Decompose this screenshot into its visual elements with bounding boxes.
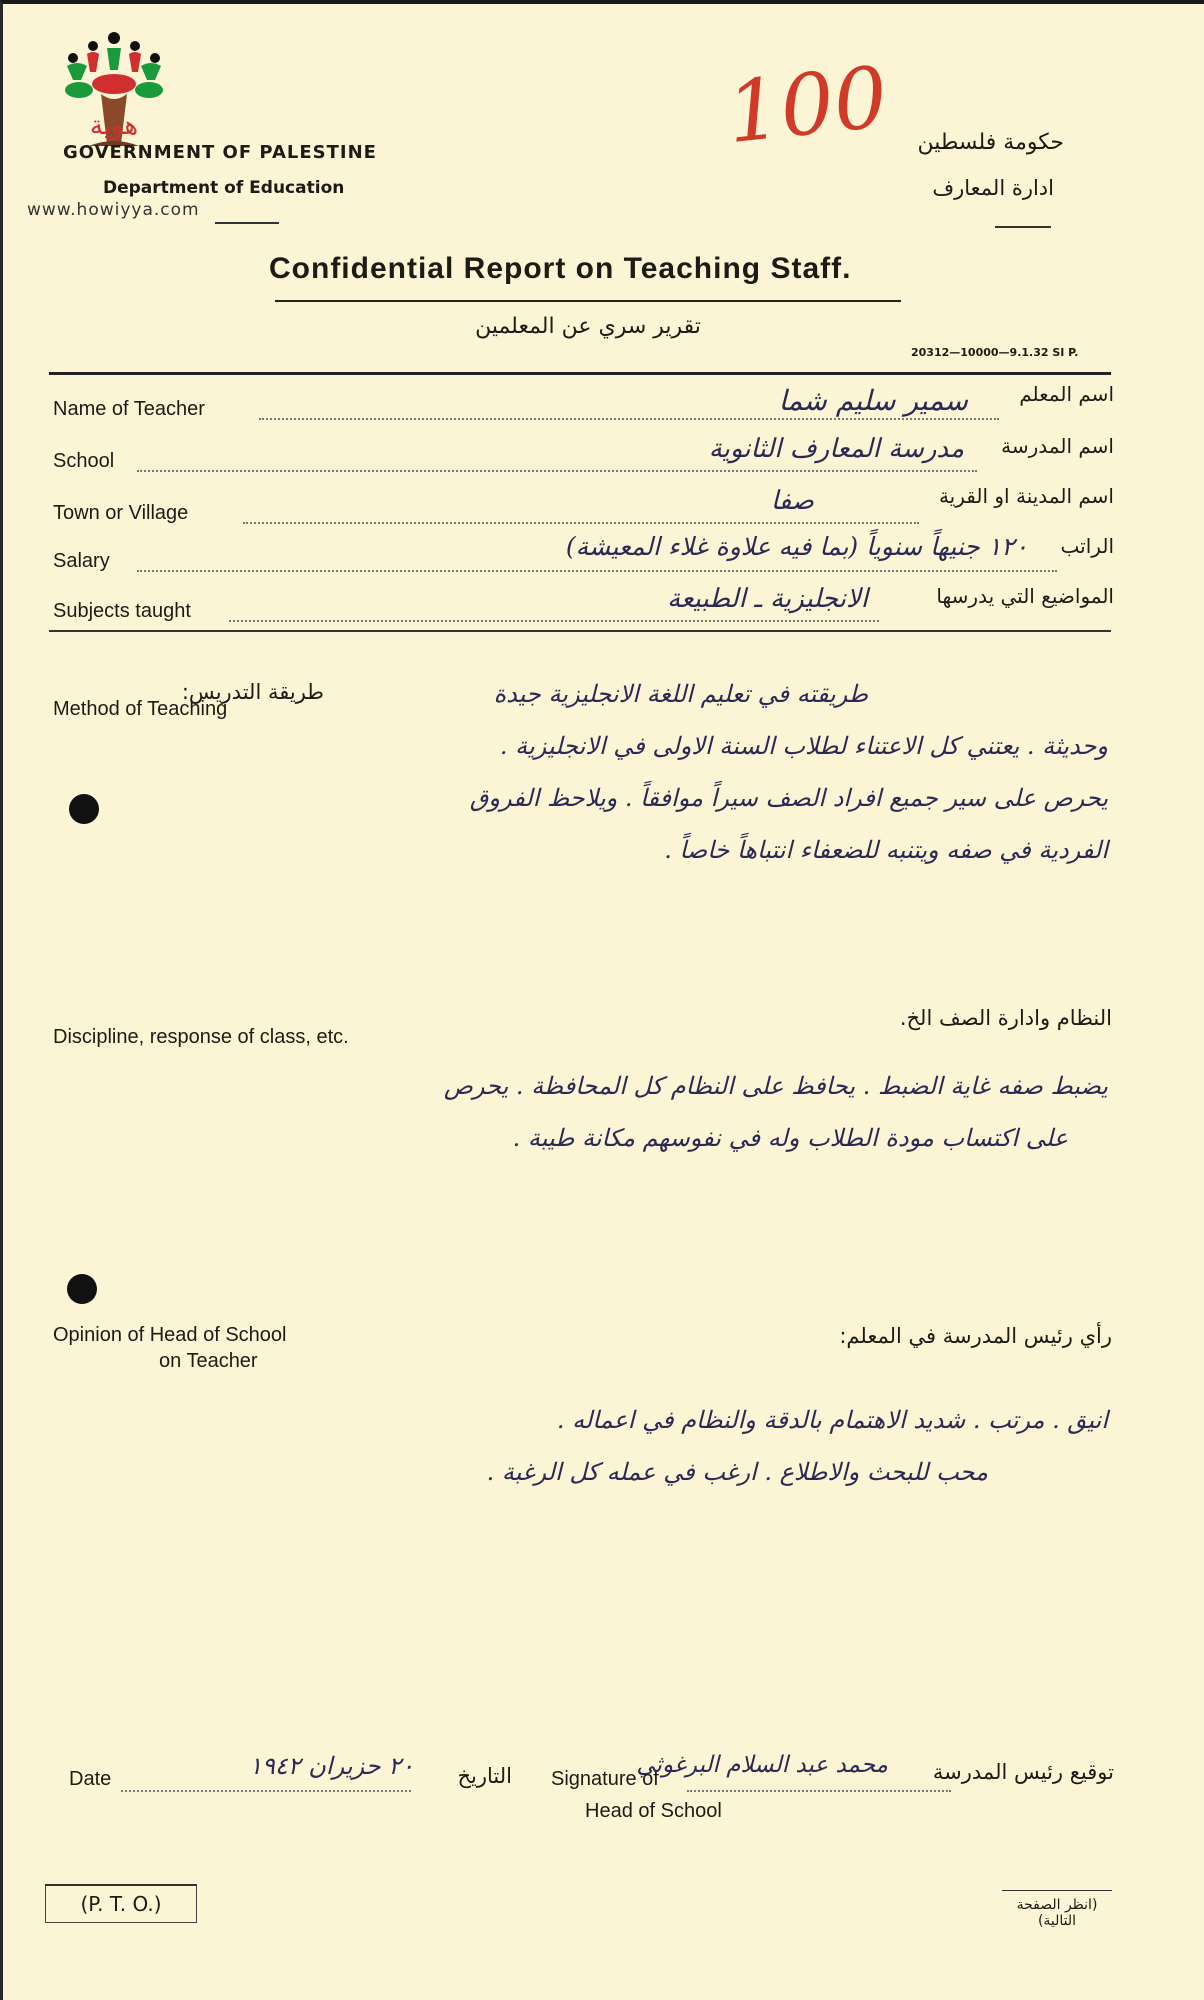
field-label-subjects: Subjects taught [53,600,191,622]
field-label-subjects-ar: المواضيع التي يدرسها [936,584,1114,608]
discipline-text [108,1060,1108,1164]
header-rule [49,372,1111,375]
field-label-town-ar: اسم المدينة او القرية [938,484,1114,508]
title-underline [275,300,901,302]
signature-label-line2: Head of School [585,1800,722,1822]
discipline-label: Discipline, response of class, etc. [53,1026,349,1048]
method-label: Method of Teaching [53,698,228,720]
method-line: وحديثة . يعتني كل الاعتناء لطلاب السنة الاولى في الانجليزية . [499,732,1108,760]
signature-label-ar: توقيع رئيس المدرسة [932,1760,1114,1784]
opinion-text [108,1394,1108,1498]
watermark-site-url: www.howiyya.com [27,200,200,220]
howiyya-logo-icon [49,30,179,160]
government-title-ar: حكومة فلسطين [917,130,1064,155]
method-line: طريقته في تعليم اللغة الانجليزية جيدة [493,680,868,708]
field-value-salary: ١٢٠ جنيهاً سنوياً (بما فيه علاوة غلاء المعيشة) [565,532,1028,561]
field-dots [137,570,1057,572]
see-next-page-ar: (انظر الصفحة التالية) [1002,1890,1112,1929]
field-value-town: صفا [770,486,814,516]
field-label-salary-ar: الراتب [1060,534,1114,558]
method-line: الفردية في صفه ويتنبه للضعفاء انتباهاً خاصاً . [664,836,1108,864]
signature-value: محمد عبد السلام البرغوثي [636,1752,888,1778]
field-label-school: School [53,450,115,472]
punch-hole [69,794,99,824]
field-label-town: Town or Village [53,502,189,524]
field-value-school: مدرسة المعارف الثانوية [708,434,964,464]
field-value-subjects: الانجليزية ـ الطبيعة [667,584,868,614]
punch-hole [67,1274,97,1304]
date-label-ar: التاريخ [457,1764,512,1788]
signature-dots [687,1790,951,1792]
handwritten-file-number: 100 [722,47,893,163]
field-label-name-ar: اسم المعلم [1019,382,1114,406]
field-dots [259,418,999,420]
date-dots [121,1790,411,1792]
field-dots [229,620,879,622]
report-title-ar: تقرير سري عن المعلمين [475,314,701,339]
field-dots [137,470,977,472]
logo-text: هوية [89,111,139,141]
header-divider-ar [995,226,1051,228]
field-label-salary: Salary [53,550,110,572]
discipline-label-ar: النظام وادارة الصف الخ. [899,1006,1112,1030]
signature-label: Signature of [551,1768,659,1790]
department-title-ar: ادارة المعارف [932,176,1054,200]
government-title-en: GOVERNMENT OF PALESTINE [63,142,377,163]
header-divider [215,222,279,224]
discipline-line: على اكتساب مودة الطلاب وله في نفوسهم مكانة طيبة . [512,1124,1068,1152]
method-label-ar: طريقة التدريس: [181,680,324,704]
opinion-label-ar: رأي رئيس المدرسة في المعلم: [839,1324,1112,1348]
field-label-name: Name of Teacher [53,398,205,420]
date-value: ٢٠ حزيران ١٩٤٢ [249,1752,414,1780]
fields-rule [49,630,1111,632]
report-title: Confidential Report on Teaching Staff. [269,252,852,285]
pto-marker: (P. T. O.) [45,1884,197,1923]
field-value-name: سمير سليم شما [778,384,968,417]
department-title-en: Department of Education [103,178,345,198]
method-text [78,668,1108,876]
opinion-line: انيق . مرتب . شديد الاهتمام بالدقة والنظام في اعماله . [556,1406,1108,1434]
opinion-label: Opinion of Head of School [53,1324,287,1346]
opinion-line: محب للبحث والاطلاع . ارغب في عمله كل الرغبة . [486,1458,988,1486]
method-line: يحرص على سير جميع افراد الصف سيراً موافقاً . ويلاحظ الفروق [469,784,1108,812]
field-label-school-ar: اسم المدرسة [1001,434,1114,458]
print-reference: 20312—10000—9.1.32 SI P. [911,346,1079,359]
date-label: Date [69,1768,112,1790]
field-dots [243,522,919,524]
opinion-label-line2: on Teacher [159,1350,258,1372]
discipline-line: يضبط صفه غاية الضبط . يحافظ على النظام كل المحافظة . يحرص [443,1072,1108,1100]
